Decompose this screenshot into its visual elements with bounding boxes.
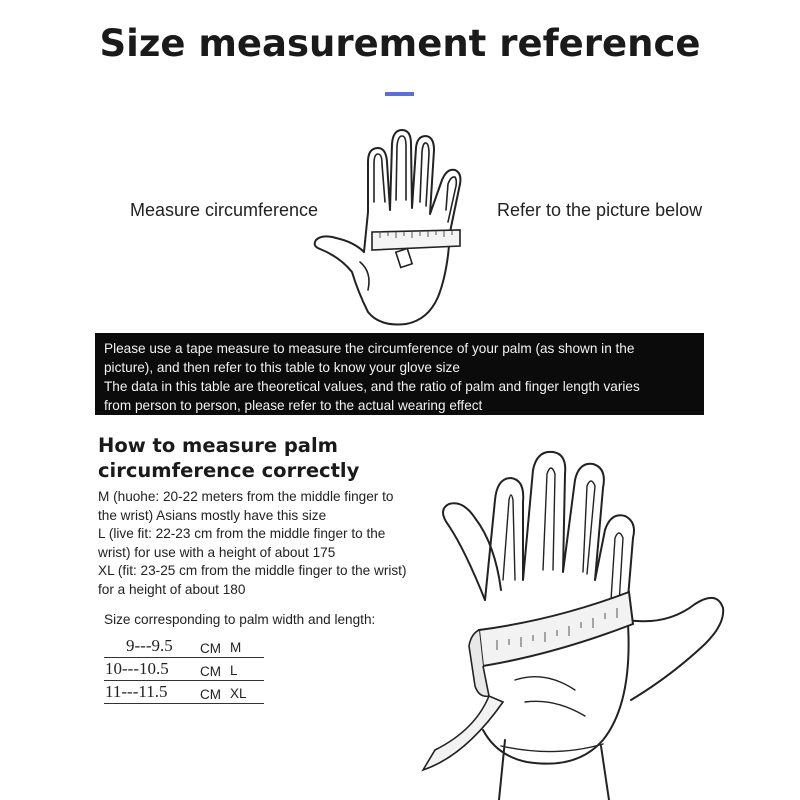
size-range: 9---9.5 [126,636,173,655]
notice-line: Please use a tape measure to measure the circumference of your palm (as shown in the [104,341,635,356]
howto-line: wrist) for use with a height of about 175 [98,544,336,560]
notice-line: from person to person, please refer to the actual wearing effect [104,398,483,413]
howto-line: for a height of about 180 [98,581,246,597]
size-unit: CM [200,664,221,679]
page-title: Size measurement reference [99,22,701,65]
howto-line: XL (fit: 23-25 cm from the middle finger to the wrist) [98,563,407,578]
size-row-m [104,635,264,658]
measure-circumference-label: Measure circumference [130,200,319,220]
howto-line: M (huohe: 20-22 meters from the middle finger to [98,489,394,504]
howto-heading-line: How to measure palm [98,434,338,457]
size-row-xl [104,681,264,704]
measurement-notice [95,333,704,415]
notice-line: picture), and then refer to this table to know your glove size [104,360,460,375]
howto-line: L (live fit: 22-23 cm from the middle finger to the [98,526,386,541]
howto-line: the wrist) Asians mostly have this size [98,507,327,523]
size-table [104,635,264,704]
notice-line: The data in this table are theoretical values, and the ratio of palm and finger length varies [104,379,640,394]
size-unit: CM [200,641,221,656]
title-accent-bar [385,92,414,96]
row-divider [104,703,264,704]
size-row-l [104,658,264,681]
size-code: M [230,640,242,655]
howto-description [98,488,407,599]
size-code: L [230,663,238,678]
howto-heading-line: circumference correctly [98,459,360,482]
size-code: XL [230,686,247,701]
size-unit: CM [200,687,221,702]
size-table-caption: Size corresponding to palm width and length: [104,612,376,627]
hand-tape-measure-icon [310,122,490,332]
howto-heading [98,433,359,483]
hand-wrist-tape-icon [405,440,795,800]
refer-picture-label: Refer to the picture below [497,200,703,220]
size-range: 10---10.5 [105,659,169,678]
size-range: 11---11.5 [105,682,168,701]
